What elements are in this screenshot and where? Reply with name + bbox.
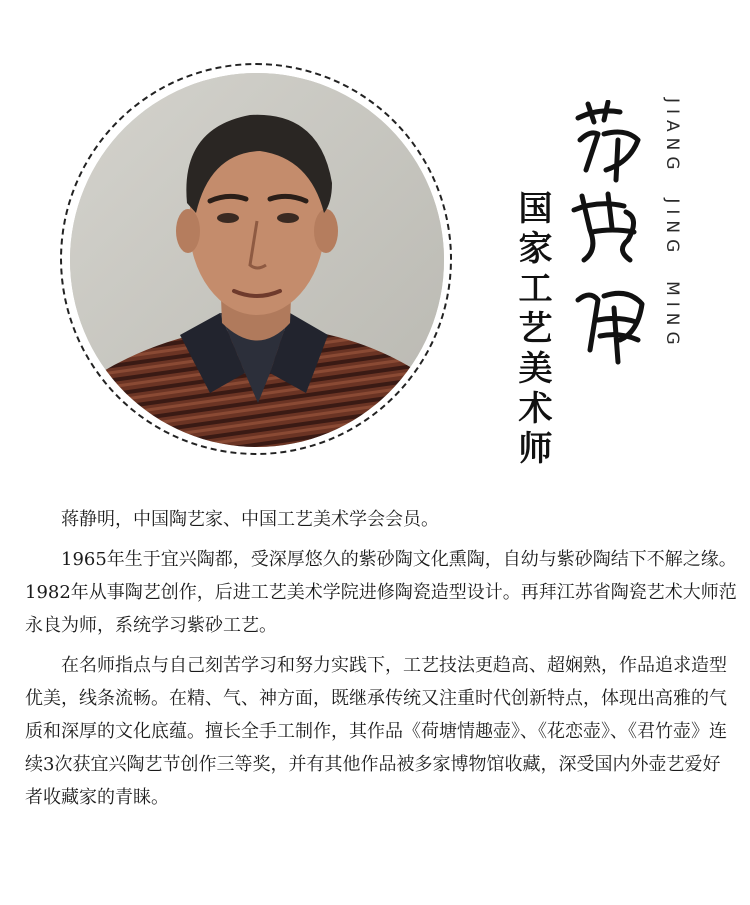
portrait-photo bbox=[70, 73, 444, 447]
bio-text bbox=[25, 503, 737, 814]
name-pinyin: JIANG JING MING bbox=[662, 98, 682, 351]
title-vertical: 国家工艺美术师 bbox=[512, 190, 552, 470]
signature-calligraphy bbox=[568, 100, 658, 370]
bio-paragraph: 1965年生于宜兴陶都，受深厚悠久的紫砂陶文化熏陶，自幼与紫砂陶结下不解之缘。1982年从事陶艺创作，后进工艺美术学院进修陶瓷造型设计。再拜江苏省陶瓷艺术大师范永良为师，系统学习紫砂工艺。 bbox=[25, 549, 737, 636]
bio-paragraph: 蒋静明，中国陶艺家、中国工艺美术学会会员。 bbox=[61, 509, 439, 530]
bio-paragraph: 在名师指点与自己刻苦学习和努力实践下，工艺技法更趋高、超娴熟，作品追求造型优美，线条流畅。在精、气、神方面，既继承传统又注重时代创新特点，体现出高雅的气质和深厚的文化底蕴。擅长全手工制作，其作品《荷塘情趣壶》、《花恋壶》、《君竹壶》连续3次获宜兴陶艺节创作三等奖，并有其他作品被多家博物馆收藏，深受国内外壶艺爱好者收藏家的青睐。 bbox=[25, 655, 727, 808]
